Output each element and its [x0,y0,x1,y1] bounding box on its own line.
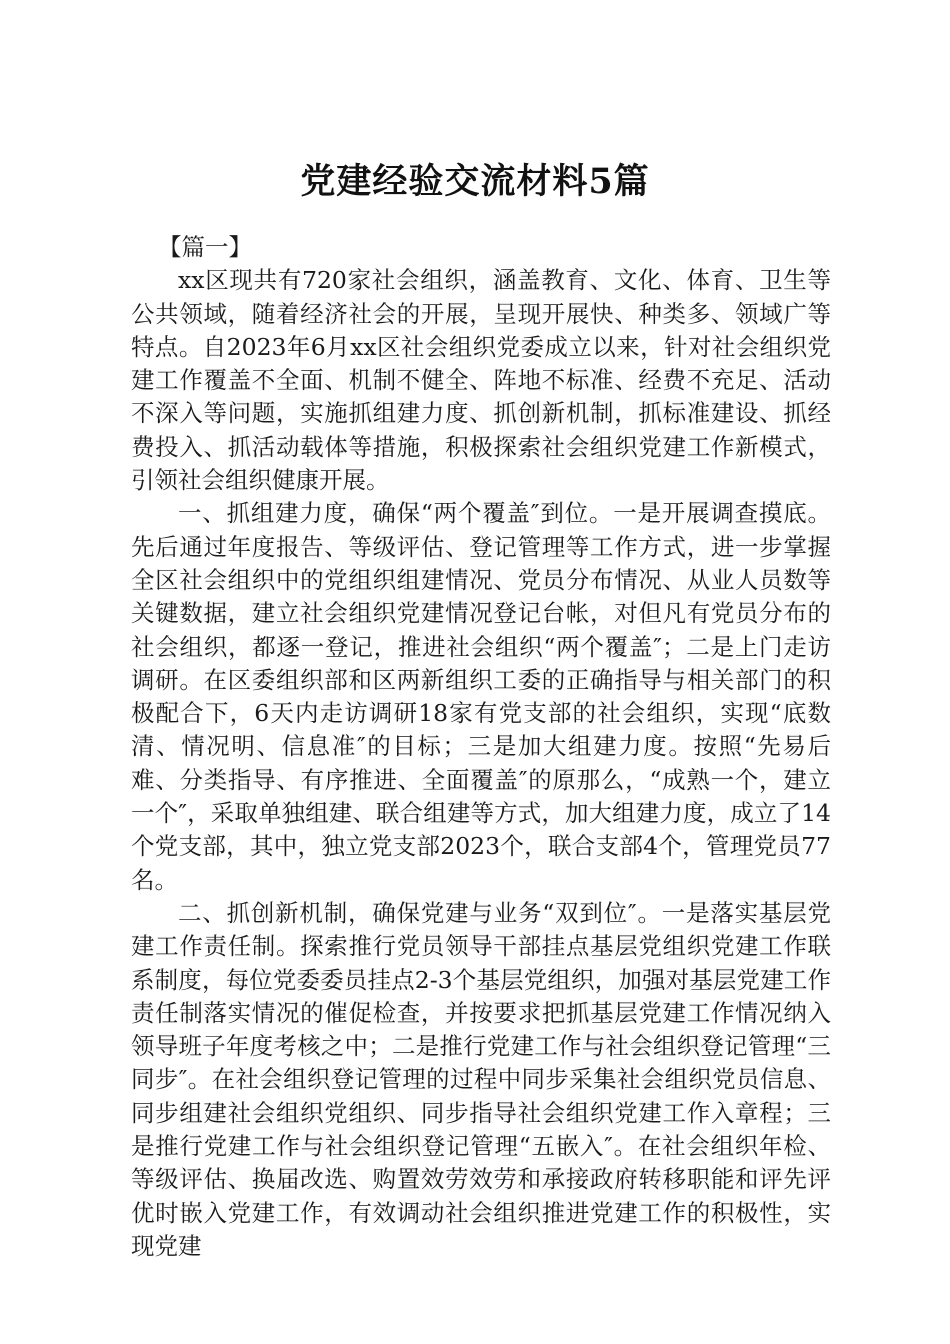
paragraph-intro: xx区现共有720家社会组织，涵盖教育、文化、体育、卫生等公共领域，随着经济社会的开展，呈现开展快、种类多、领域广等特点。自2023年6月xx区社会组织党委成立以来，针对社会组织党建工作覆盖不全面、机制不健全、阵地不标准、经费不充足、活动不深入等问题，实施抓组建力度、抓创新机制，抓标准建设、抓经费投入、抓活动载体等措施，积极探索社会组织党建工作新模式，引领社会组织健康开展。 [131,266,831,495]
section-label: 【篇一】 [158,233,252,261]
paragraph-section-two: 二、抓创新机制，确保党建与业务“双到位″。一是落实基层党建工作责任制。探索推行党员领导干部挂点基层党组织党建工作联系制度，每位党委委员挂点2-3个基层党组织，加强对基层党建工作责任制落实情况的催促检查，并按要求把抓基层党建工作情况纳入领导班子年度考核之中；二是推行党建工作与社会组织登记管理“三同步″。在社会组织登记管理的过程中同步采集社会组织党员信息、同步组建社会组织党组织、同步指导社会组织党建工作入章程；三是推行党建工作与社会组织登记管理“五嵌入″。在社会组织年检、等级评估、换届改选、购置效劳效劳和承接政府转移职能和评先评优时嵌入党建工作，有效调动社会组织推进党建工作的积极性，实现党建 [131,898,831,1260]
document-body [131,231,831,1263]
paragraph-section-one: 一、抓组建力度，确保“两个覆盖″到位。一是开展调查摸底。先后通过年度报告、等级评估、登记管理等工作方式，进一步掌握全区社会组织中的党组织组建情况、党员分布情况、从业人员数等关键数据，建立社会组织党建情况登记台帐，对但凡有党员分布的社会组织，都逐一登记，推进社会组织“两个覆盖″；二是上门走访调研。在区委组织部和区两新组织工委的正确指导与相关部门的积极配合下，6天内走访调研18家有党支部的社会组织，实现“底数清、情况明、信息准″的目标；三是加大组建力度。按照“先易后难、分类指导、有序推进、全面覆盖″的原那么，“成熟一个，建立一个″，采取单独组建、联合组建等方式，加大组建力度，成立了14个党支部，其中，独立党支部2023个，联合支部4个，管理党员77名。 [131,499,831,894]
document-title: 党建经验交流材料5篇 [300,161,650,202]
